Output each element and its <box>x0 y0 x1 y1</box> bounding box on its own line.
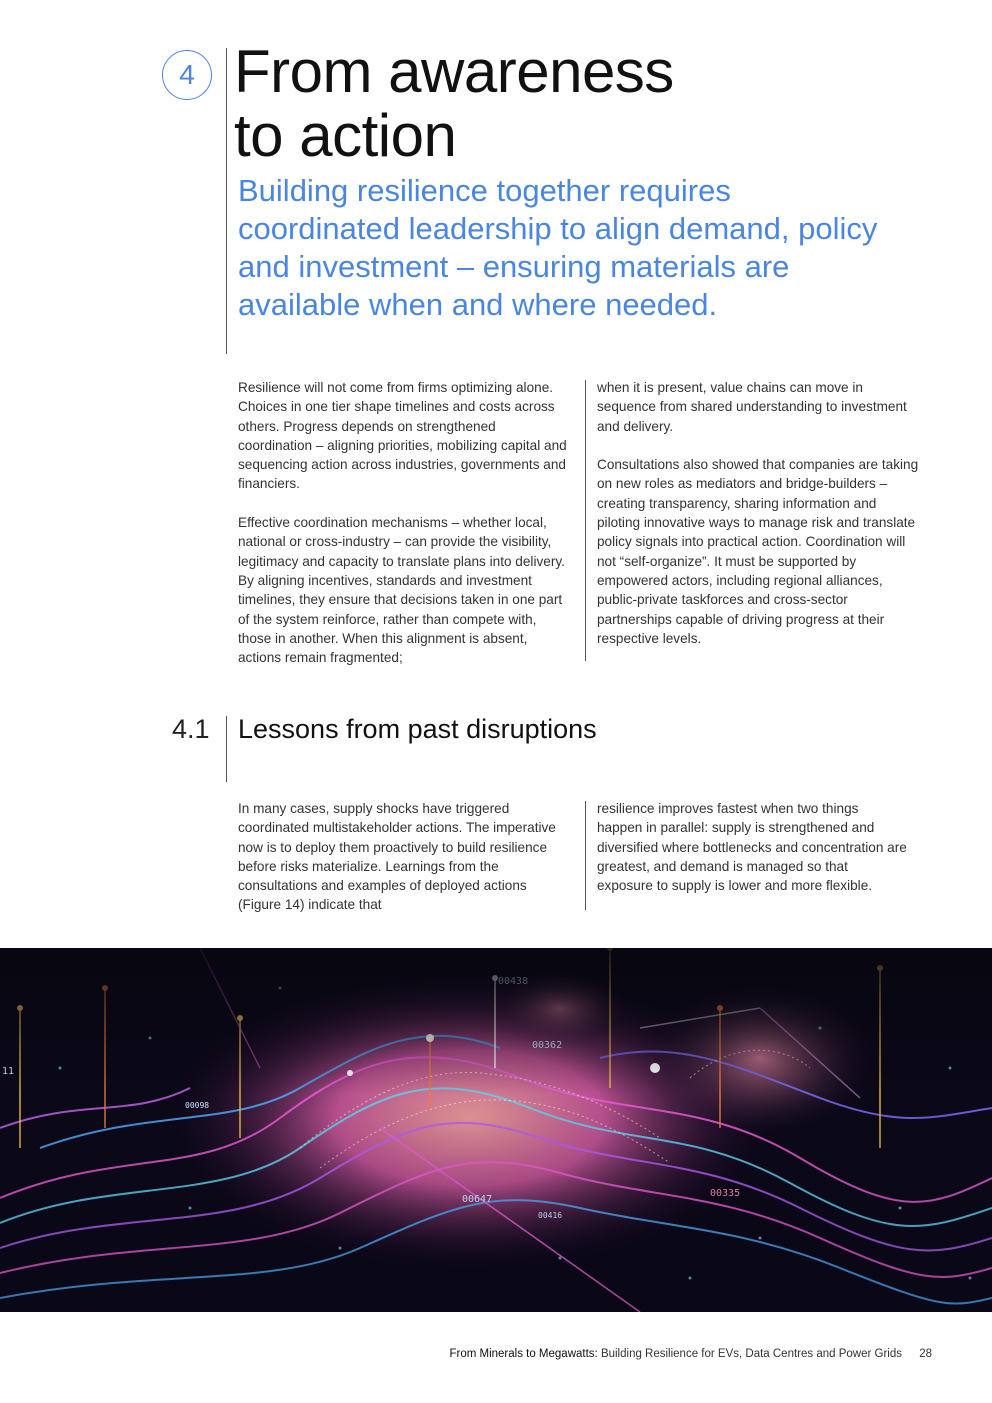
illustration-svg <box>0 948 992 1312</box>
page-subtitle: Building resilience together requires coordinated leadership to align demand, policy and investment – ensuring materials are available when and where needed. <box>238 173 878 322</box>
section-column-1 <box>238 799 558 915</box>
paragraph: when it is present, value chains can move in sequence from shared understanding to investment and delivery. <box>597 380 907 434</box>
page-footer <box>449 1348 932 1360</box>
column-divider <box>585 380 586 661</box>
paragraph: Effective coordination mechanisms – whether local, national or cross-industry – can provide the visibility, legitimacy and capacity to translate plans into delivery. By aligning incentives, standards and investment timelines, they ensure that decisions taken in one part of the system reinforce, rather than compete with, those in another. When this alignment is absent, actions remain fragmented; <box>238 515 565 666</box>
section-title: Lessons from past disruptions <box>238 714 597 744</box>
intro-column-2 <box>597 378 922 648</box>
footer-report-subtitle: Building Resilience for EVs, Data Centres and Power Grids <box>600 1348 902 1360</box>
title-line-2: to action <box>234 102 457 169</box>
column-divider <box>585 801 586 910</box>
header-divider <box>226 48 227 354</box>
paragraph: resilience improves fastest when two things happen in parallel: supply is strengthened and diversified where bottlenecks and concentration are greatest, and demand is managed so that exposure to supply is lower and more flexible. <box>597 801 907 894</box>
section-divider <box>226 716 227 782</box>
paragraph: Resilience will not come from firms optimizing alone. Choices in one tier shape timelines and costs across others. Progress depends on strengthened coordination – aligning priorities, mobilizing capital and sequencing action across industries, governments and financiers. <box>238 380 567 492</box>
chapter-number-badge: 4 <box>162 50 212 100</box>
footer-report-title: From Minerals to Megawatts: <box>449 1348 598 1360</box>
title-line-1: From awareness <box>234 38 674 105</box>
section-column-2 <box>597 799 907 895</box>
topographic-data-illustration <box>0 948 992 1312</box>
paragraph: Consultations also showed that companies are taking on new roles as mediators and bridge-builders – creating transparency, sharing information and piloting innovative ways to manage risk and translate policy signals into practical action. Coordination will not “self-organize”. It must be supported by empowered actors, including regional alliances, public-private taskforces and cross-sector partnerships capable of driving progress at their respective levels. <box>597 457 919 646</box>
page-number: 28 <box>919 1348 932 1360</box>
section-number: 4.1 <box>172 714 210 744</box>
page-title <box>234 40 674 168</box>
intro-column-1 <box>238 378 573 667</box>
paragraph: In many cases, supply shocks have triggered coordinated multistakeholder actions. The imperative now is to deploy them proactively to build resilience before risks materialize. Learnings from the consultations and examples of deployed actions (Figure 14) indicate that <box>238 801 556 913</box>
